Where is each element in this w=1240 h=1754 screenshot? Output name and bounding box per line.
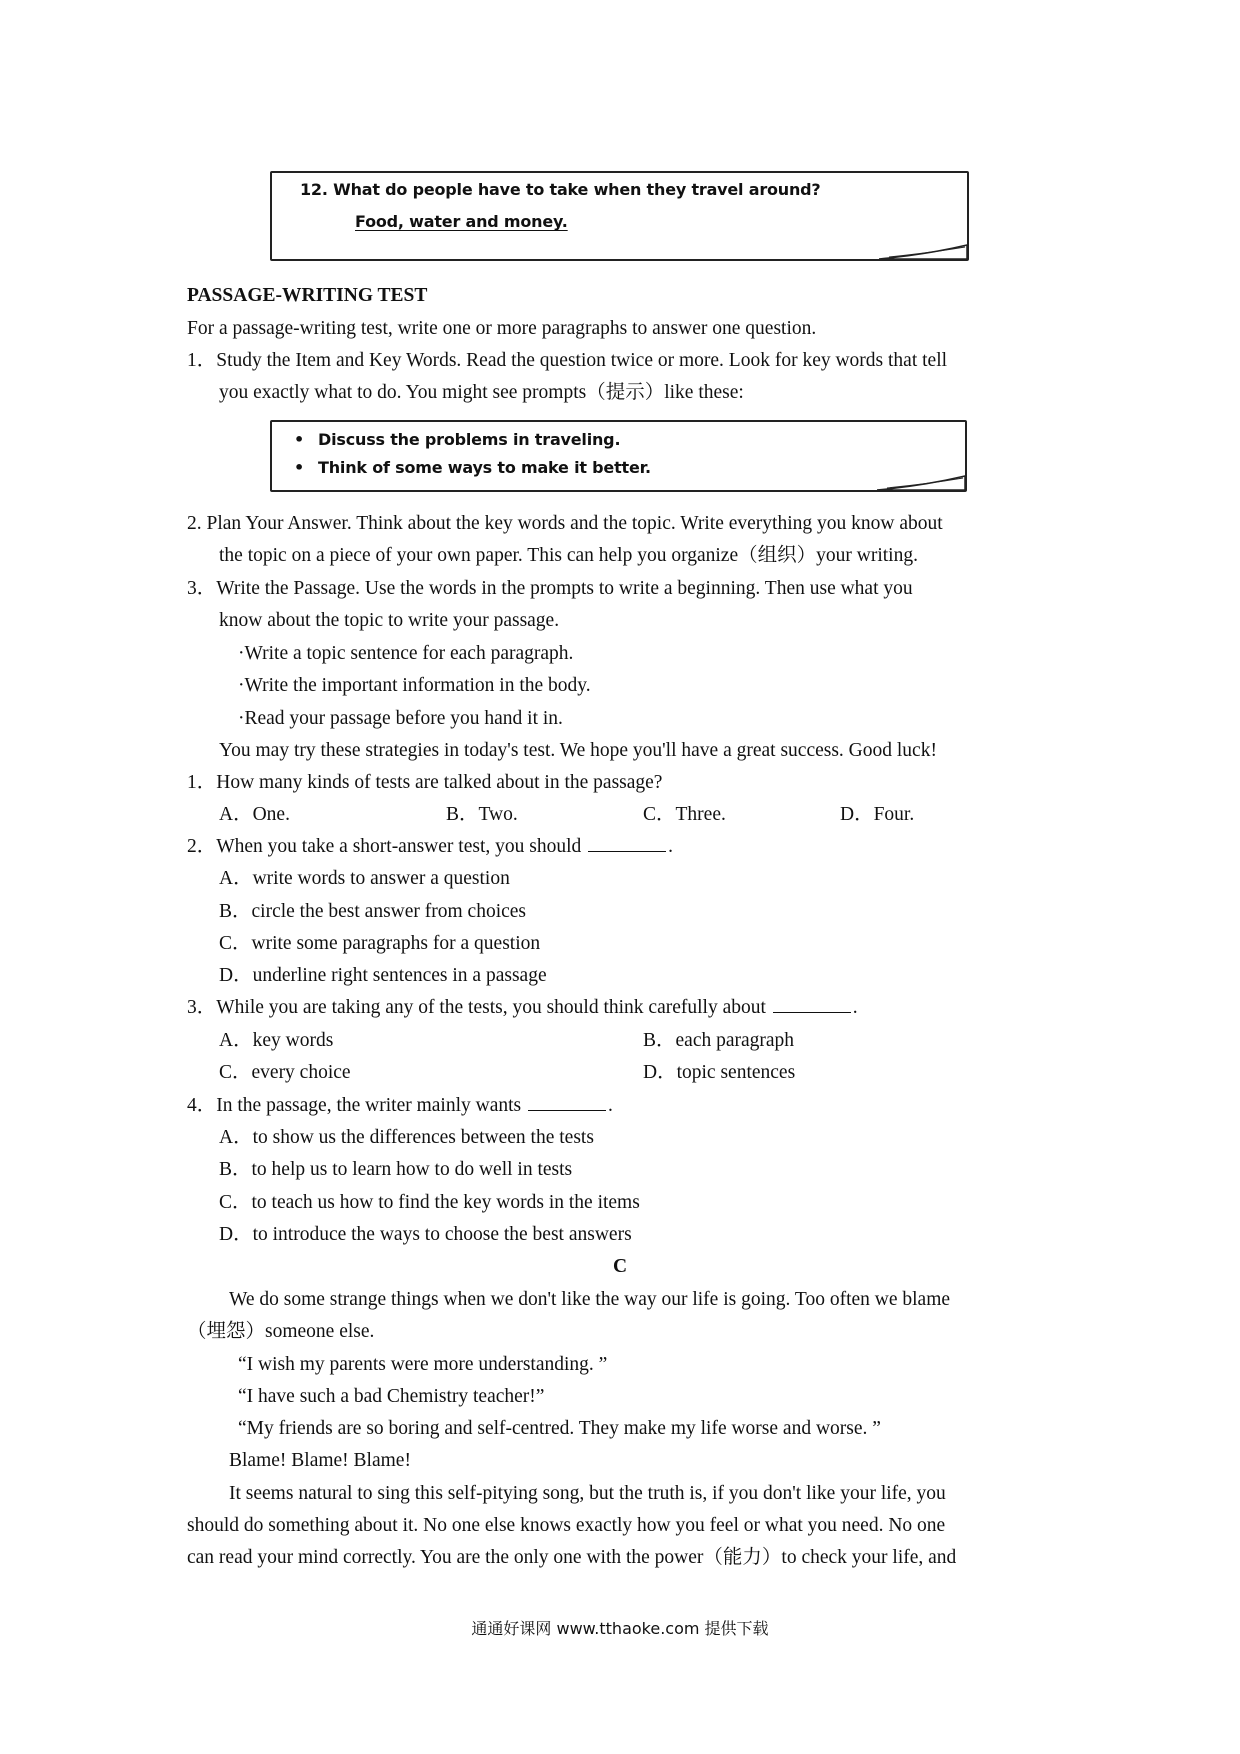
section-c-blame: Blame! Blame! Blame! [229, 1450, 411, 1471]
prompt-bullet-1: • Discuss the problems in traveling. [294, 430, 621, 449]
question-1-option-d: D．Four. [840, 804, 915, 825]
answer-blank [588, 837, 666, 852]
step3-line1: 3．Write the Passage. Use the words in the prompts to write a beginning. Then use what you [187, 578, 913, 599]
question-1-stem: 1．How many kinds of tests are talked about in the passage? [187, 772, 663, 793]
step3-bullet-2: ·Write the important information in the body. [238, 675, 591, 696]
question-2-option-a: A．write words to answer a question [219, 868, 510, 889]
question-2-stem: 2．When you take a short-answer test, you should . [187, 836, 673, 857]
question-4-option-a: A．to show us the differences between the tests [219, 1127, 594, 1148]
question-1-option-b: B．Two. [446, 804, 518, 825]
section-c-p2-line1: It seems natural to sing this self-pitying song, but the truth is, if you don't like your life, you [229, 1483, 946, 1504]
section-c-heading: C [612, 1256, 628, 1277]
page-curl-icon [877, 472, 967, 492]
closing-text: You may try these strategies in today's test. We hope you'll have a great success. Good luck! [219, 740, 937, 761]
step3-bullet-3: ·Read your passage before you hand it in. [238, 708, 563, 729]
section-title: PASSAGE-WRITING TEST [187, 285, 428, 306]
page-curl-icon [879, 241, 969, 261]
question-3-stem: 3．While you are taking any of the tests, you should think carefully about . [187, 997, 858, 1018]
question-4-option-d: D．to introduce the ways to choose the best answers [219, 1224, 632, 1245]
question-4-stem: 4．In the passage, the writer mainly wants . [187, 1095, 613, 1116]
prompt-bullet-2: • Think of some ways to make it better. [294, 458, 651, 477]
question-1-option-c: C．Three. [643, 804, 726, 825]
question-2-option-b: B．circle the best answer from choices [219, 901, 527, 922]
section-c-p2-line2: should do something about it. No one else knows exactly how you feel or what you need. No one [187, 1515, 946, 1536]
question-4-option-c: C．to teach us how to find the key words in the items [219, 1192, 640, 1213]
answer-blank [773, 998, 851, 1013]
section-c-quote-2: “I have such a bad Chemistry teacher!” [238, 1386, 545, 1407]
question-4-option-b: B．to help us to learn how to do well in tests [219, 1159, 573, 1180]
step3-line2: know about the topic to write your passage. [219, 610, 560, 631]
bullet-icon: • [294, 430, 305, 449]
bullet-icon: • [294, 458, 305, 477]
question-3-option-c: C．every choice [219, 1062, 351, 1083]
section-c-quote-3: “My friends are so boring and self-centred. They make my life worse and worse. ” [238, 1418, 881, 1439]
question-3-option-a: A．key words [219, 1030, 334, 1051]
question-3-option-d: D．topic sentences [643, 1062, 796, 1083]
question-2-option-d: D．underline right sentences in a passage [219, 965, 547, 986]
question-3-option-b: B．each paragraph [643, 1030, 795, 1051]
step2-line1: 2. Plan Your Answer. Think about the key words and the topic. Write everything you know about [187, 513, 943, 534]
step3-bullet-1: ·Write a topic sentence for each paragraph. [238, 643, 574, 664]
section-c-quote-1: “I wish my parents were more understanding. ” [238, 1354, 608, 1375]
section-c-p1-line1: We do some strange things when we don't like the way our life is going. Too often we blame [229, 1289, 951, 1310]
example-answer: Food, water and money. [355, 212, 568, 231]
example-question: 12. What do people have to take when they travel around? [300, 180, 821, 199]
answer-blank [528, 1096, 606, 1111]
section-c-p1-line2: （埋怨）someone else. [187, 1321, 375, 1342]
step2-line2: the topic on a piece of your own paper. This can help you organize（组织）your writing. [219, 545, 918, 566]
question-1-option-a: A．One. [219, 804, 290, 825]
step1-line1: 1．Study the Item and Key Words. Read the question twice or more. Look for key words that tell [187, 350, 948, 371]
intro-text: For a passage-writing test, write one or more paragraphs to answer one question. [187, 318, 817, 339]
step1-line2: you exactly what to do. You might see prompts（提示）like these: [219, 382, 744, 403]
page-footer: 通通好课网 www.tthaoke.com 提供下载 [471, 1619, 769, 1638]
question-2-option-c: C．write some paragraphs for a question [219, 933, 541, 954]
section-c-p2-line3: can read your mind correctly. You are the only one with the power（能力）to check your life, and [187, 1547, 957, 1568]
